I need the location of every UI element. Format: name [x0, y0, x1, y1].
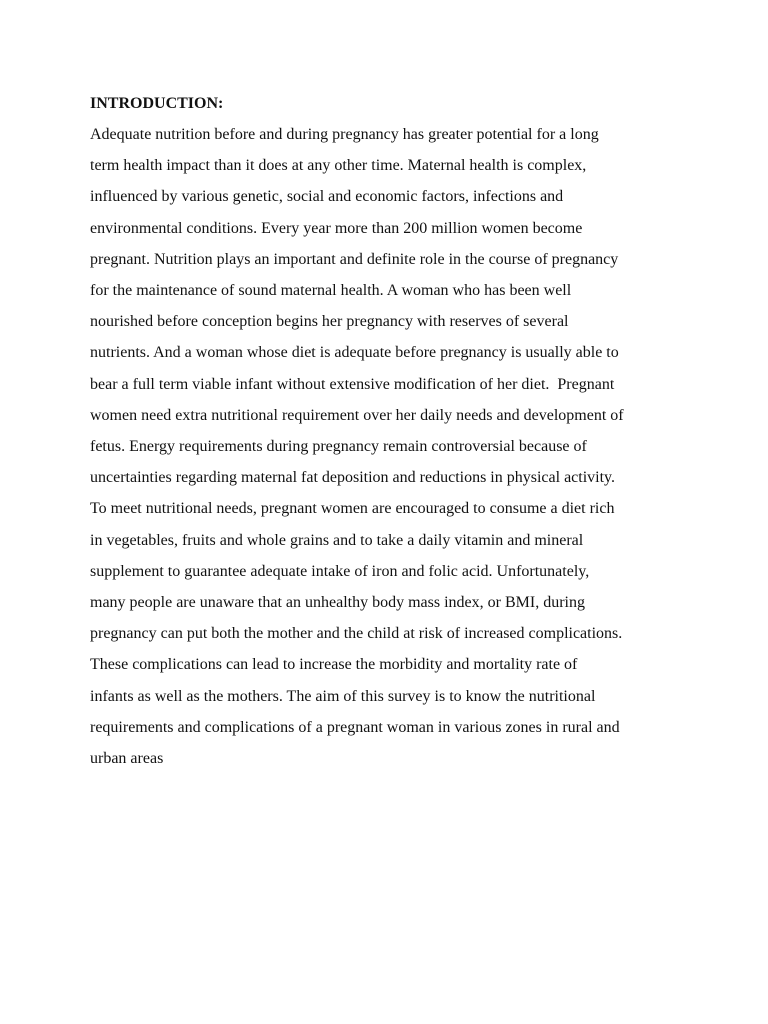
paragraph-line: term health impact than it does at any other time. Maternal health is complex, [90, 157, 587, 175]
paragraph-line: infants as well as the mothers. The aim of this survey is to know the nutritional [90, 687, 596, 705]
introduction-paragraph [90, 119, 686, 774]
section-heading: INTRODUCTION: [90, 95, 224, 112]
paragraph-line: bear a full term viable infant without extensive modification of her diet. Pregnant [90, 375, 615, 393]
paragraph-line: Adequate nutrition before and during pregnancy has greater potential for a long [90, 126, 599, 143]
paragraph-line: nourished before conception begins her pregnancy with reserves of several [90, 313, 569, 331]
paragraph-line: urban areas [90, 750, 164, 768]
document-body [90, 88, 686, 774]
paragraph-line: uncertainties regarding maternal fat deposition and reductions in physical activity. [90, 469, 616, 487]
paragraph-line: influenced by various genetic, social and economic factors, infections and [90, 188, 564, 206]
paragraph-line: many people are unaware that an unhealthy body mass index, or BMI, during [90, 594, 585, 612]
paragraph-line: pregnancy can put both the mother and the child at risk of increased complications. [90, 625, 623, 643]
paragraph-line: for the maintenance of sound maternal health. A woman who has been well [90, 282, 572, 300]
paragraph-line: environmental conditions. Every year more than 200 million women become [90, 219, 583, 237]
paragraph-line: in vegetables, fruits and whole grains and to take a daily vitamin and mineral [90, 531, 584, 549]
paragraph-line: requirements and complications of a pregnant woman in various zones in rural and [90, 718, 620, 736]
paragraph-line: pregnant. Nutrition plays an important and definite role in the course of pregnancy [90, 250, 619, 268]
paragraph-line: nutrients. And a woman whose diet is adequate before pregnancy is usually able to [90, 344, 619, 362]
paragraph-line: supplement to guarantee adequate intake of iron and folic acid. Unfortunately, [90, 562, 590, 580]
paragraph-line: women need extra nutritional requirement over her daily needs and development of [90, 406, 624, 424]
paragraph-line: To meet nutritional needs, pregnant women are encouraged to consume a diet rich [90, 500, 615, 518]
paragraph-line: These complications can lead to increase the morbidity and mortality rate of [90, 656, 578, 674]
paragraph-line: fetus. Energy requirements during pregnancy remain controversial because of [90, 438, 587, 456]
